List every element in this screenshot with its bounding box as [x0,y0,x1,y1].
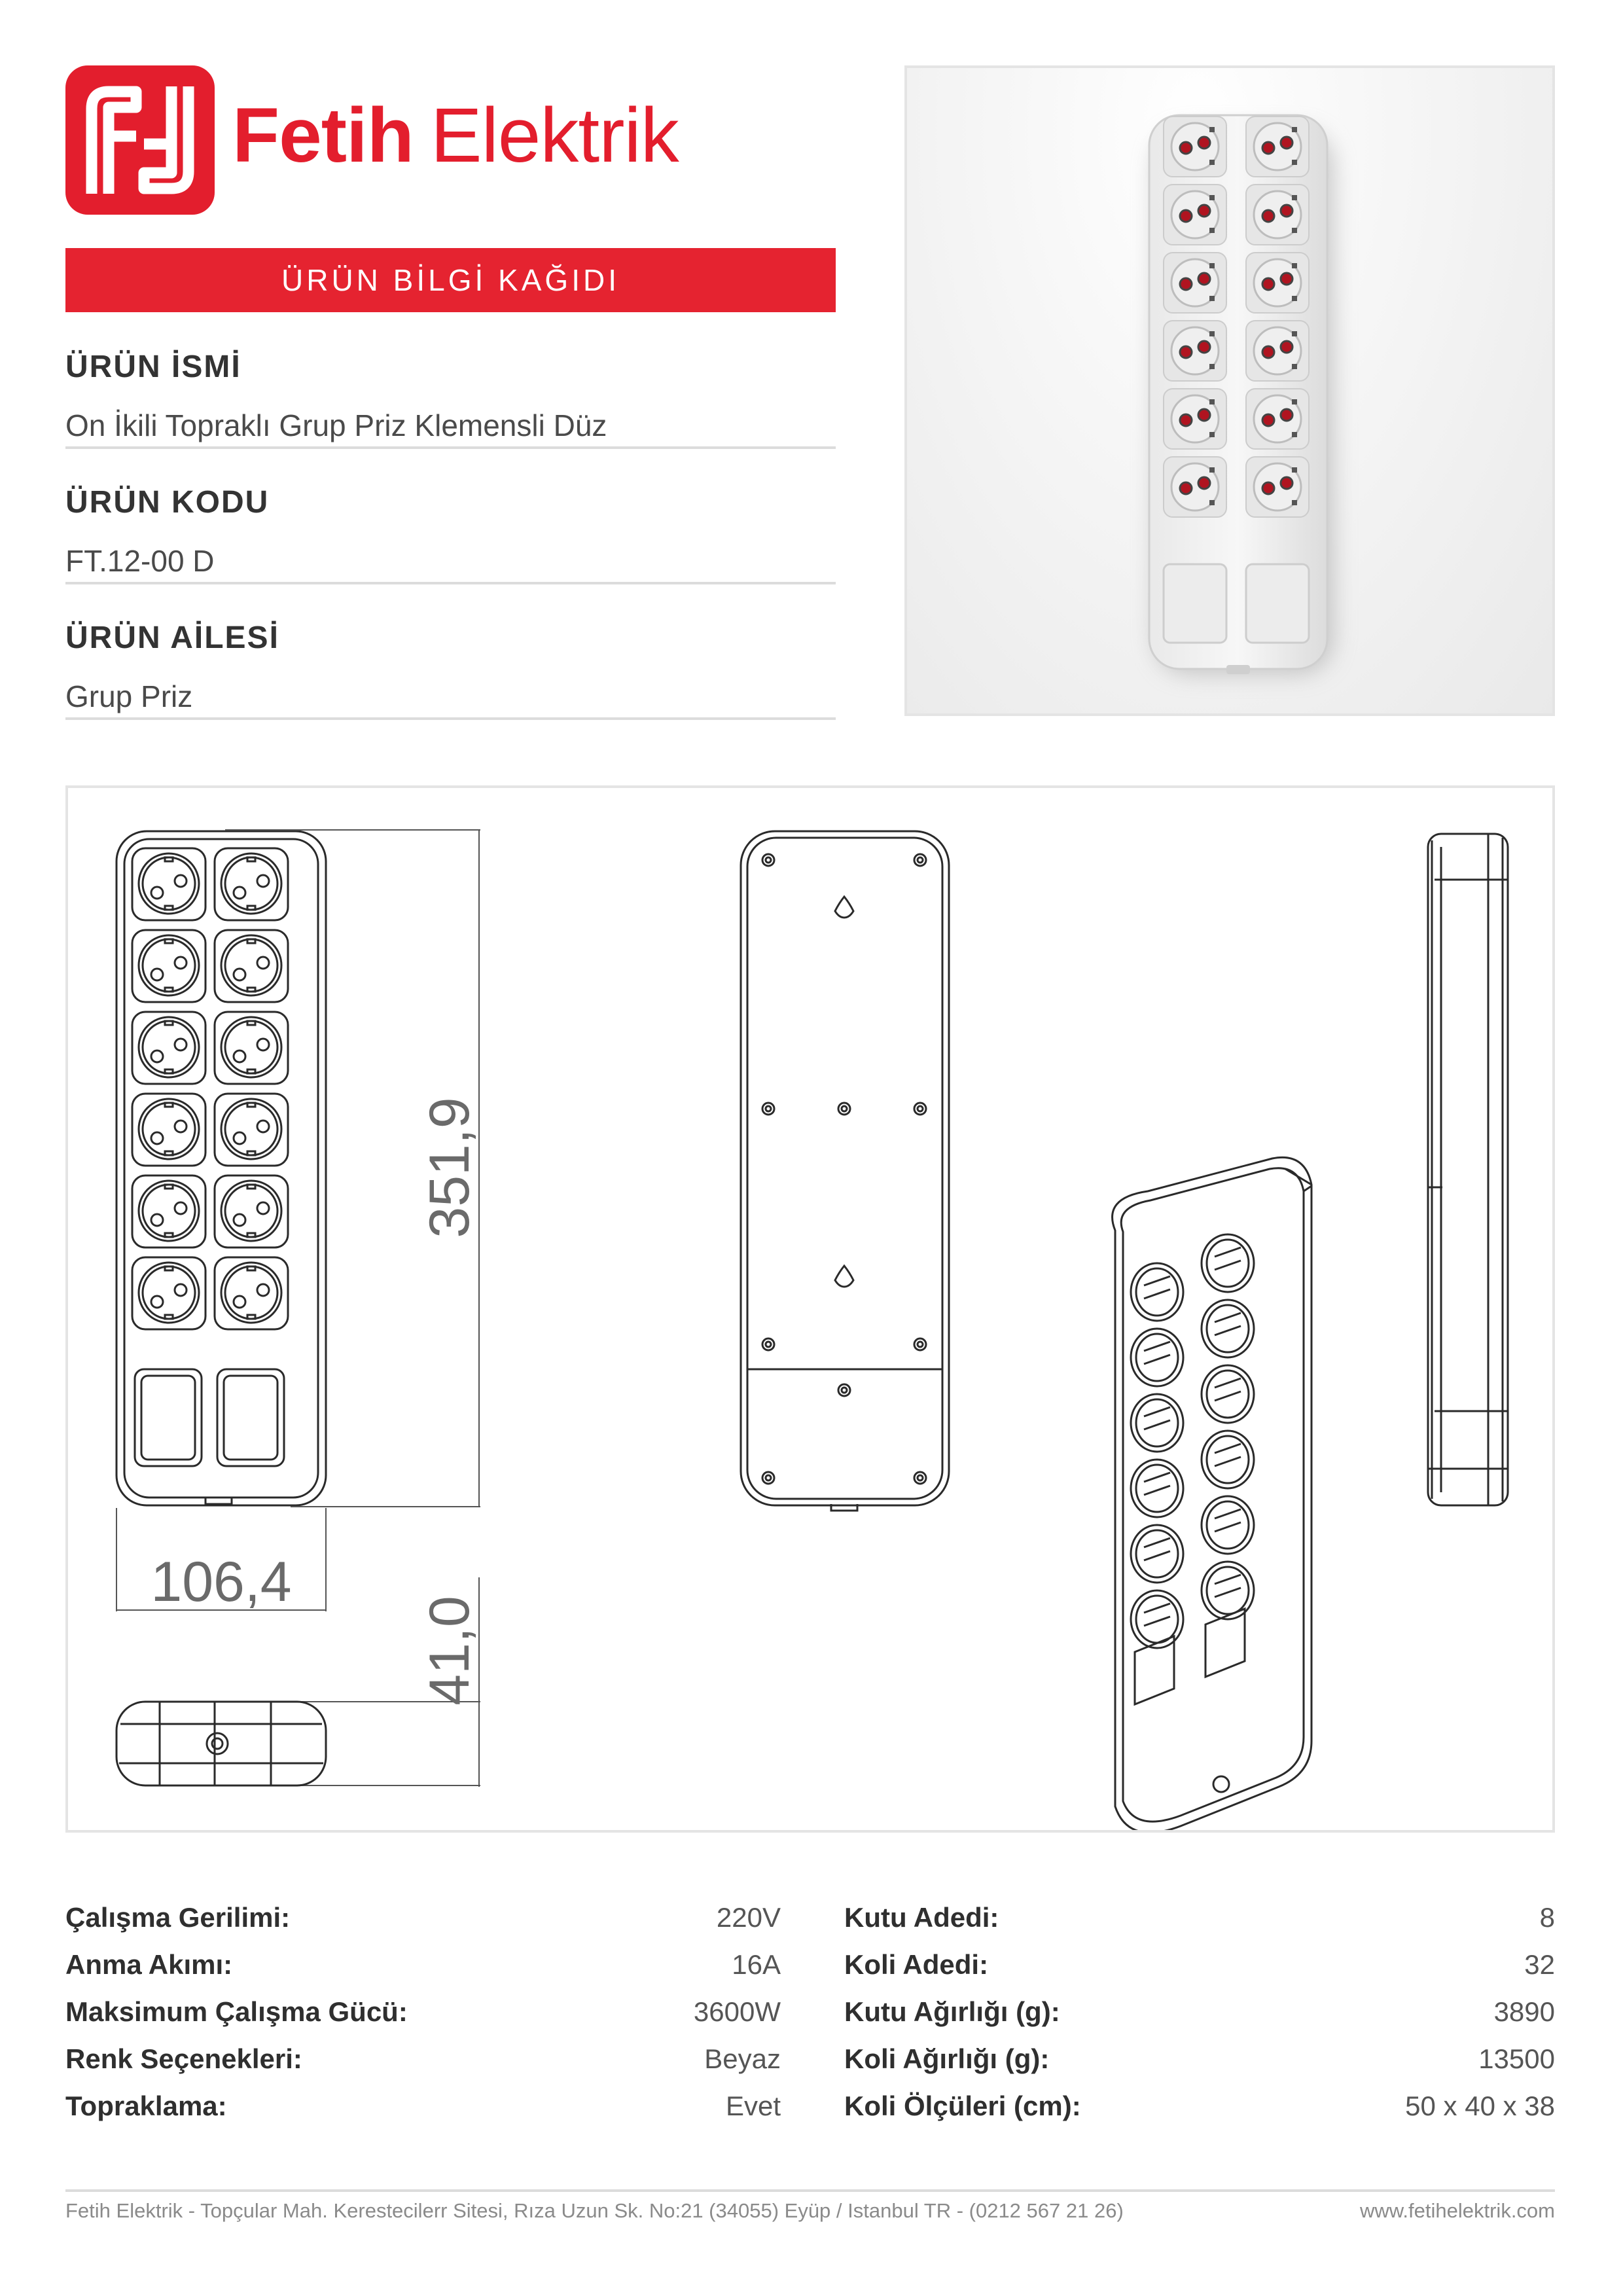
brand-wordmark [232,92,679,179]
spec-key: Anma Akımı: [65,1949,233,1980]
spec-key: Maksimum Çalışma Gücü: [65,1996,408,2027]
product-photo [904,65,1555,716]
socket-icon [1246,117,1309,177]
spec-value: 13500 [1478,2043,1555,2074]
socket-icon [1131,1394,1183,1452]
socket-icon [132,1094,205,1166]
socket-icon [1202,1496,1254,1554]
screw-icon [914,1103,926,1115]
socket-icon [1246,321,1309,381]
socket-icon [1202,1431,1254,1488]
footer-address: Fetih Elektrik - Topçular Mah. Kerestecilerr Sitesi, Rıza Uzun Sk. No:21 (34055) Eyüp / Istanbul TR - (0212 567 21 26) [65,2199,1124,2222]
socket-icon [215,1094,288,1166]
socket-icon [132,1175,205,1247]
spec-key: Koli Ağırlığı (g): [844,2043,1050,2074]
screw-icon [914,1472,926,1484]
product-name-label: ÜRÜN İSMİ [65,350,241,384]
spec-value: Evet [725,2090,781,2121]
socket-icon [1131,1263,1183,1321]
socket-icon [132,848,205,920]
socket-icon [1131,1460,1183,1517]
spec-value: 8 [1539,1902,1555,1933]
screw-icon [838,1384,850,1396]
footer-divider [65,2189,1555,2192]
spec-key: Koli Adedi: [844,1949,989,1980]
socket-icon [1164,185,1226,245]
socket-icon [132,1257,205,1329]
dimension-width: 106,4 [151,1551,292,1613]
product-family-value: Grup Priz [65,679,193,713]
spec-value: 32 [1524,1949,1555,1980]
screw-icon [762,1338,774,1350]
technical-drawing [65,785,1555,1833]
spec-key: Topraklama: [65,2090,227,2121]
socket-icon [215,930,288,1002]
socket-icon [1202,1365,1254,1423]
socket-icon [132,1012,205,1084]
socket-icon [1246,457,1309,517]
socket-icon [1131,1525,1183,1583]
socket-icon [1246,185,1309,245]
socket-icon [1246,389,1309,449]
product-code-value: FT.12-00 D [65,544,215,578]
socket-icon [1202,1562,1254,1619]
brand-name-bold: Fetih [232,92,414,179]
socket-icon [1131,1329,1183,1386]
page-title-banner: ÜRÜN BİLGİ KAĞIDI [65,248,836,312]
spec-value: 3600W [693,1996,781,2027]
socket-icon [1131,1590,1183,1648]
spec-value: 50 x 40 x 38 [1405,2090,1555,2121]
socket-icon [1164,389,1226,449]
socket-icon [215,1257,288,1329]
dimension-height: 351,9 [418,1097,481,1238]
socket-icon [215,1175,288,1247]
brand-name-light: Elektrik [430,92,679,179]
technical-drawing-svg [68,788,1552,1830]
product-code-label: ÜRÜN KODU [65,485,270,520]
screw-icon [762,1472,774,1484]
spec-value: 16A [732,1949,781,1980]
socket-icon [1202,1300,1254,1357]
spec-value: 3890 [1493,1996,1555,2027]
spec-key: Kutu Ağırlığı (g): [844,1996,1060,2027]
product-family-label: ÜRÜN AİLESİ [65,620,279,655]
spec-key: Koli Ölçüleri (cm): [844,2090,1081,2121]
divider [65,446,836,449]
socket-icon [1164,457,1226,517]
screw-icon [914,1338,926,1350]
socket-icon [132,930,205,1002]
spec-key: Çalışma Gerilimi: [65,1902,291,1933]
screw-icon [838,1103,850,1115]
dimension-depth: 41,0 [418,1596,481,1706]
screw-icon [914,854,926,866]
socket-icon [1164,117,1226,177]
socket-icon [215,1012,288,1084]
divider [65,717,836,720]
socket-icon [1164,253,1226,313]
socket-icon [1246,253,1309,313]
spec-value: 220V [716,1902,781,1933]
footer-website[interactable]: www.fetihelektrik.com [1359,2199,1555,2222]
power-strip-render [907,68,1552,713]
socket-icon [1202,1234,1254,1292]
screw-icon [762,854,774,866]
screw-icon [762,1103,774,1115]
spec-key: Kutu Adedi: [844,1902,999,1933]
socket-icon [1164,321,1226,381]
divider [65,582,836,584]
product-name-value: On İkili Topraklı Grup Priz Klemensli Düz [65,408,607,442]
spec-value: Beyaz [704,2043,781,2074]
spec-key: Renk Seçenekleri: [65,2043,302,2074]
socket-icon [215,848,288,920]
logo-icon [65,65,215,215]
